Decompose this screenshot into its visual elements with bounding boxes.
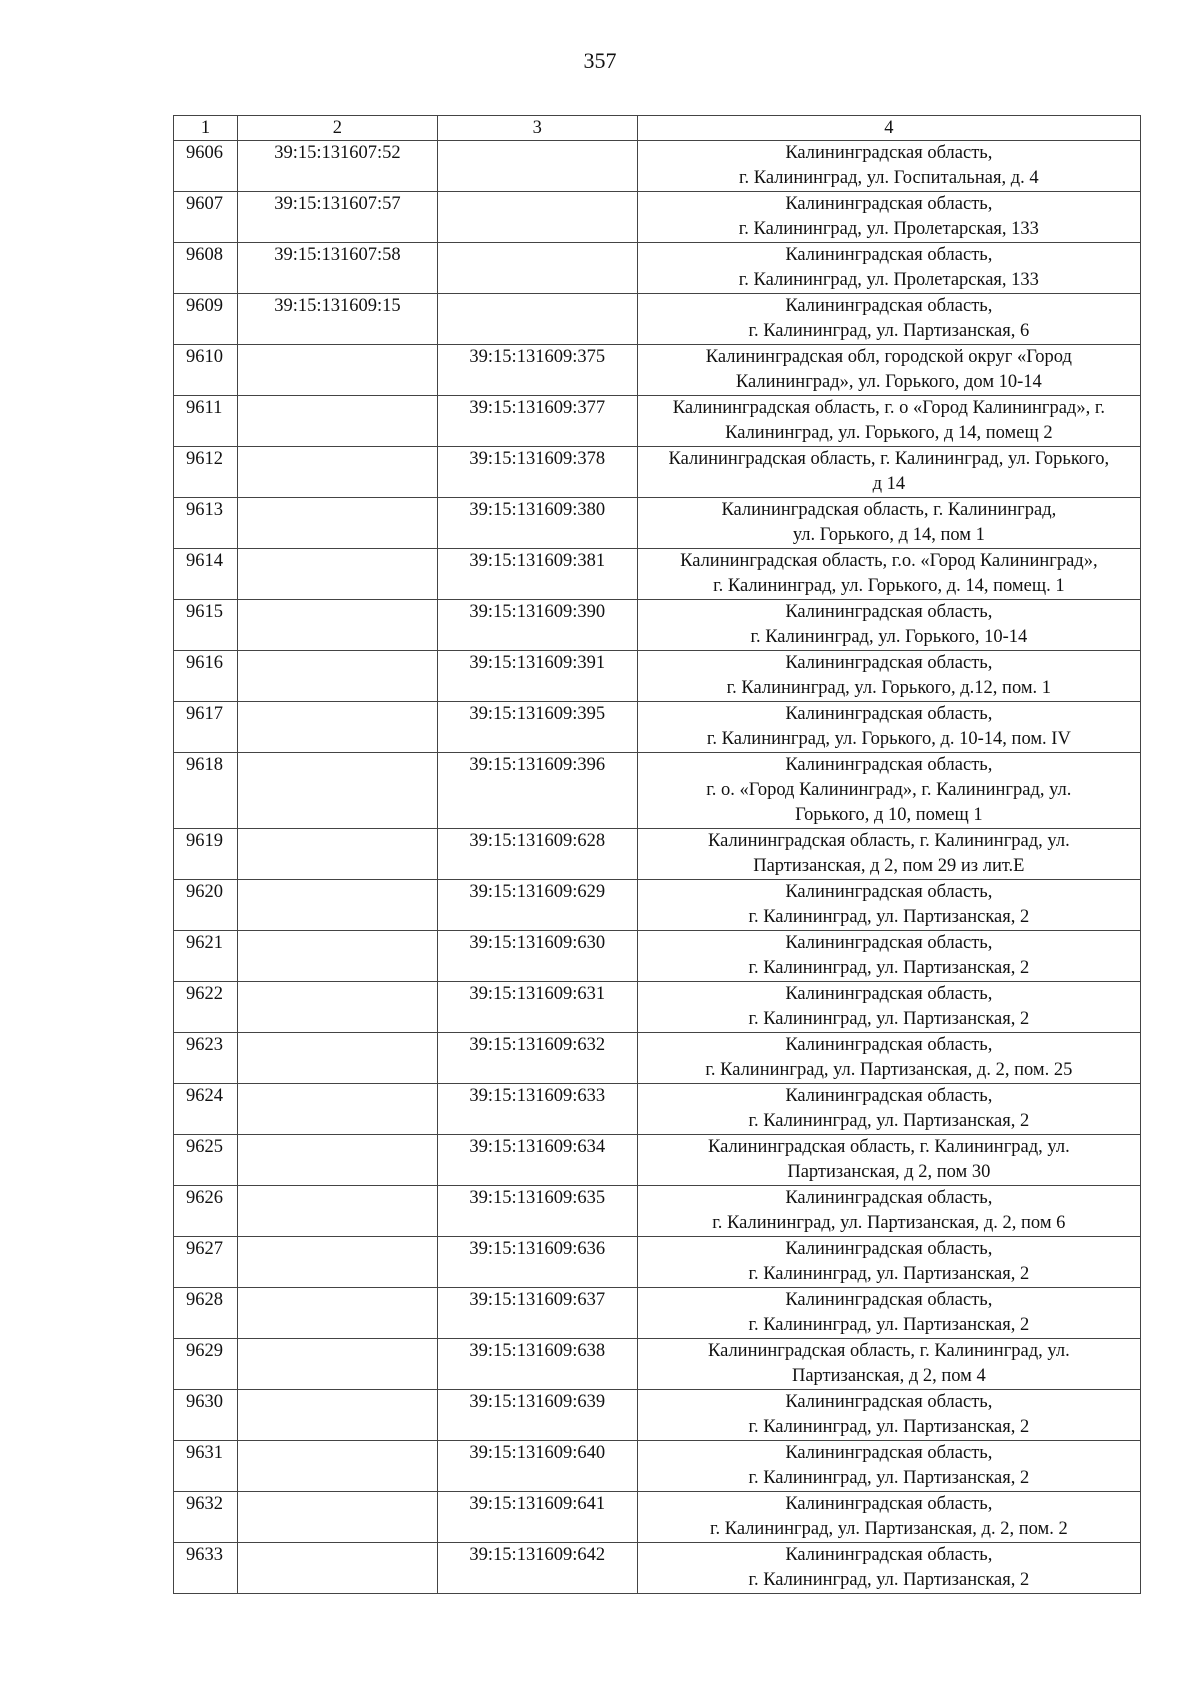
- table-row: [174, 1543, 1141, 1594]
- row-number: 9609: [174, 294, 238, 345]
- address-cell: [637, 447, 1140, 498]
- address-cell: [637, 1390, 1140, 1441]
- address-line: Калининградская область,: [785, 882, 993, 902]
- row-number: 9606: [174, 141, 238, 192]
- address-line: Калининградская область,: [785, 1035, 993, 1055]
- table-row: [174, 1390, 1141, 1441]
- address-line: Калининградская область,: [785, 704, 993, 724]
- address-cell: [637, 702, 1140, 753]
- address-cell: [637, 1492, 1140, 1543]
- table-row: [174, 1339, 1141, 1390]
- cadastral-number-col3: 39:15:131609:629: [437, 880, 637, 931]
- address-cell: [637, 982, 1140, 1033]
- cadastral-number-col2: [237, 600, 437, 651]
- address-line: Калининградская область,: [785, 1494, 993, 1514]
- table-row: [174, 651, 1141, 702]
- cadastral-number-col3: 39:15:131609:391: [437, 651, 637, 702]
- address-line: Калининградская область,: [785, 984, 993, 1004]
- row-number: 9628: [174, 1288, 238, 1339]
- table-row: [174, 1492, 1141, 1543]
- table-row: [174, 243, 1141, 294]
- table-row: [174, 702, 1141, 753]
- address-line: ул. Горького, д 14, пом 1: [792, 525, 985, 545]
- address-cell: [637, 1237, 1140, 1288]
- cadastral-number-col3: [437, 192, 637, 243]
- row-number: 9629: [174, 1339, 238, 1390]
- cadastral-number-col2: [237, 1237, 437, 1288]
- table-row: [174, 829, 1141, 880]
- cadastral-number-col2: 39:15:131607:52: [237, 141, 437, 192]
- address-line: Калининградская область, г. Калининград, ул.: [707, 1341, 1070, 1361]
- address-line: д 14: [872, 474, 906, 494]
- address-cell: [637, 192, 1140, 243]
- address-line: г. Калининград, ул. Пролетарская, 133: [738, 270, 1039, 290]
- cadastral-number-col3: 39:15:131609:642: [437, 1543, 637, 1594]
- address-line: г. Калининград, ул. Госпитальная, д. 4: [739, 168, 1039, 188]
- cadastral-number-col2: [237, 447, 437, 498]
- address-cell: [637, 1288, 1140, 1339]
- table-header-row: [174, 116, 1141, 141]
- row-number: 9619: [174, 829, 238, 880]
- cadastral-number-col3: 39:15:131609:640: [437, 1441, 637, 1492]
- address-line: Калининградская область,: [785, 296, 993, 316]
- address-cell: [637, 1543, 1140, 1594]
- address-line: г. Калининград, ул. Горького, д. 14, помещ. 1: [713, 576, 1065, 596]
- row-number: 9624: [174, 1084, 238, 1135]
- cadastral-number-col3: 39:15:131609:380: [437, 498, 637, 549]
- address-line: Калининградская область,: [785, 1086, 993, 1106]
- address-line: Калининградская область,: [785, 1290, 993, 1310]
- table-row: [174, 396, 1141, 447]
- cadastral-number-col3: [437, 294, 637, 345]
- address-cell: [637, 829, 1140, 880]
- row-number: 9612: [174, 447, 238, 498]
- cadastral-number-col2: [237, 1492, 437, 1543]
- cadastral-number-col3: 39:15:131609:395: [437, 702, 637, 753]
- row-number: 9615: [174, 600, 238, 651]
- address-cell: [637, 396, 1140, 447]
- address-line: Калининградская область,: [785, 653, 993, 673]
- address-line: Партизанская, д 2, пом 30: [787, 1162, 991, 1182]
- row-number: 9607: [174, 192, 238, 243]
- column-header: 3: [437, 116, 637, 141]
- cadastral-number-col3: 39:15:131609:381: [437, 549, 637, 600]
- address-cell: [637, 1441, 1140, 1492]
- address-line: Калининградская область,: [785, 1443, 993, 1463]
- address-line: г. Калининград, ул. Партизанская, 2: [748, 958, 1030, 978]
- row-number: 9633: [174, 1543, 238, 1594]
- cadastral-number-col3: 39:15:131609:637: [437, 1288, 637, 1339]
- table-row: [174, 880, 1141, 931]
- address-line: Калининградская обл, городской округ «Город: [705, 347, 1072, 367]
- address-line: г. Калининград, ул. Партизанская, 2: [748, 907, 1030, 927]
- address-cell: [637, 1084, 1140, 1135]
- address-line: г. Калининград, ул. Партизанская, д. 2, пом. 2: [709, 1519, 1068, 1539]
- address-line: Калининград, ул. Горького, д 14, помещ 2: [725, 423, 1053, 443]
- cadastral-number-col3: 39:15:131609:633: [437, 1084, 637, 1135]
- table-row: [174, 345, 1141, 396]
- row-number: 9621: [174, 931, 238, 982]
- cadastral-number-col3: [437, 141, 637, 192]
- address-line: Горького, д 10, помещ 1: [795, 805, 983, 825]
- address-line: г. Калининград, ул. Партизанская, д. 2, пом. 25: [705, 1060, 1073, 1080]
- cadastral-number-col3: 39:15:131609:635: [437, 1186, 637, 1237]
- address-line: Калининградская область,: [785, 143, 993, 163]
- table-body: [174, 141, 1141, 1594]
- row-number: 9626: [174, 1186, 238, 1237]
- cadastral-number-col2: [237, 1543, 437, 1594]
- column-header: 1: [174, 116, 238, 141]
- cadastral-number-col2: [237, 651, 437, 702]
- table-row: [174, 549, 1141, 600]
- table-row: [174, 447, 1141, 498]
- row-number: 9613: [174, 498, 238, 549]
- cadastral-number-col2: [237, 880, 437, 931]
- cadastral-number-col2: [237, 1288, 437, 1339]
- address-line: г. о. «Город Калининград», г. Калининград, ул.: [706, 780, 1072, 800]
- cadastral-number-col2: [237, 753, 437, 829]
- row-number: 9618: [174, 753, 238, 829]
- address-cell: [637, 1135, 1140, 1186]
- row-number: 9617: [174, 702, 238, 753]
- cadastral-number-col2: [237, 931, 437, 982]
- cadastral-number-col3: 39:15:131609:632: [437, 1033, 637, 1084]
- cadastral-number-col2: [237, 1186, 437, 1237]
- cadastral-number-col3: 39:15:131609:636: [437, 1237, 637, 1288]
- address-line: г. Калининград, ул. Партизанская, 2: [748, 1315, 1030, 1335]
- cadastral-number-col2: [237, 982, 437, 1033]
- cadastral-number-col2: [237, 1390, 437, 1441]
- address-line: Калининградская область, г.о. «Город Калининград»,: [680, 551, 1098, 571]
- address-line: г. Калининград, ул. Партизанская, 2: [748, 1417, 1030, 1437]
- cadastral-number-col2: 39:15:131607:58: [237, 243, 437, 294]
- address-cell: [637, 753, 1140, 829]
- address-line: г. Калининград, ул. Горького, д. 10-14, пом. IV: [706, 729, 1071, 749]
- cadastral-number-col3: 39:15:131609:390: [437, 600, 637, 651]
- cadastral-number-col3: 39:15:131609:634: [437, 1135, 637, 1186]
- cadastral-number-col3: 39:15:131609:378: [437, 447, 637, 498]
- cadastral-number-col2: [237, 498, 437, 549]
- cadastral-number-col2: [237, 829, 437, 880]
- table-row: [174, 1135, 1141, 1186]
- address-line: г. Калининград, ул. Партизанская, 2: [748, 1570, 1030, 1590]
- row-number: 9632: [174, 1492, 238, 1543]
- row-number: 9631: [174, 1441, 238, 1492]
- cadastral-number-col3: 39:15:131609:639: [437, 1390, 637, 1441]
- address-line: г. Калининград, ул. Пролетарская, 133: [738, 219, 1039, 239]
- address-line: г. Калининград, ул. Партизанская, 2: [748, 1468, 1030, 1488]
- column-header: 2: [237, 116, 437, 141]
- table-row: [174, 1084, 1141, 1135]
- address-line: г. Калининград, ул. Партизанская, 2: [748, 1264, 1030, 1284]
- address-cell: [637, 931, 1140, 982]
- row-number: 9627: [174, 1237, 238, 1288]
- address-line: Партизанская, д 2, пом 29 из лит.Е: [753, 856, 1025, 876]
- cadastral-number-col3: 39:15:131609:638: [437, 1339, 637, 1390]
- address-cell: [637, 243, 1140, 294]
- row-number: 9616: [174, 651, 238, 702]
- address-line: Калининградская область,: [785, 1392, 993, 1412]
- cadastral-number-col2: [237, 549, 437, 600]
- address-line: Партизанская, д 2, пом 4: [791, 1366, 986, 1386]
- cadastral-number-col2: [237, 396, 437, 447]
- row-number: 9625: [174, 1135, 238, 1186]
- address-cell: [637, 549, 1140, 600]
- table-row: [174, 931, 1141, 982]
- cadastral-number-col2: [237, 1135, 437, 1186]
- table-row: [174, 982, 1141, 1033]
- table-row: [174, 141, 1141, 192]
- table-row: [174, 600, 1141, 651]
- table-row: [174, 1033, 1141, 1084]
- address-line: Калининградская область,: [785, 602, 993, 622]
- cadastral-number-col2: [237, 1441, 437, 1492]
- address-line: Калининградская область, г. Калининград, ул.: [707, 1137, 1070, 1157]
- table-row: [174, 753, 1141, 829]
- address-line: г. Калининград, ул. Партизанская, 2: [748, 1111, 1030, 1131]
- table-row: [174, 498, 1141, 549]
- column-header: 4: [637, 116, 1140, 141]
- row-number: 9610: [174, 345, 238, 396]
- page-number: 357: [583, 48, 617, 73]
- row-number: 9611: [174, 396, 238, 447]
- cadastral-number-col2: 39:15:131609:15: [237, 294, 437, 345]
- address-line: г. Калининград, ул. Горького, д.12, пом. 1: [726, 678, 1052, 698]
- cadastral-number-col3: 39:15:131609:631: [437, 982, 637, 1033]
- address-line: Калининградская область, г. Калининград, ул. Горького,: [668, 449, 1110, 469]
- address-cell: [637, 498, 1140, 549]
- address-line: г. Калининград, ул. Партизанская, д. 2, пом 6: [712, 1213, 1066, 1233]
- table-row: [174, 1186, 1141, 1237]
- address-cell: [637, 1033, 1140, 1084]
- cadastral-number-col2: [237, 702, 437, 753]
- cadastral-number-col3: [437, 243, 637, 294]
- cadastral-number-col2: [237, 1339, 437, 1390]
- cadastral-number-col3: 39:15:131609:396: [437, 753, 637, 829]
- address-cell: [637, 880, 1140, 931]
- table-row: [174, 1237, 1141, 1288]
- cadastral-number-col3: 39:15:131609:375: [437, 345, 637, 396]
- table-row: [174, 1441, 1141, 1492]
- address-line: Калининградская область,: [785, 1188, 993, 1208]
- cadastral-number-col2: [237, 345, 437, 396]
- cadastral-number-col3: 39:15:131609:641: [437, 1492, 637, 1543]
- address-line: Калининградская область, г. Калининград, ул.: [707, 831, 1070, 851]
- address-cell: [637, 141, 1140, 192]
- address-cell: [637, 1339, 1140, 1390]
- row-number: 9614: [174, 549, 238, 600]
- cadastral-table: [173, 115, 1141, 1594]
- table-row: [174, 192, 1141, 243]
- cadastral-number-col2: [237, 1084, 437, 1135]
- address-cell: [637, 345, 1140, 396]
- address-cell: [637, 600, 1140, 651]
- row-number: 9623: [174, 1033, 238, 1084]
- address-line: г. Калининград, ул. Партизанская, 2: [748, 1009, 1030, 1029]
- address-line: Калининградская область,: [785, 194, 993, 214]
- address-line: Калининградская область, г. о «Город Калининград», г.: [672, 398, 1105, 418]
- address-line: Калининградская область,: [785, 1545, 993, 1565]
- cadastral-number-col3: 39:15:131609:630: [437, 931, 637, 982]
- table-row: [174, 294, 1141, 345]
- cadastral-number-col2: [237, 1033, 437, 1084]
- address-line: Калининградская область, г. Калининград,: [721, 500, 1057, 520]
- address-cell: [637, 1186, 1140, 1237]
- cadastral-number-col3: 39:15:131609:377: [437, 396, 637, 447]
- address-line: Калининград», ул. Горького, дом 10-14: [735, 372, 1042, 392]
- address-line: г. Калининград, ул. Горького, 10-14: [750, 627, 1028, 647]
- address-line: Калининградская область,: [785, 245, 993, 265]
- address-line: Калининградская область,: [785, 1239, 993, 1259]
- address-cell: [637, 294, 1140, 345]
- address-cell: [637, 651, 1140, 702]
- row-number: 9622: [174, 982, 238, 1033]
- row-number: 9608: [174, 243, 238, 294]
- row-number: 9620: [174, 880, 238, 931]
- address-line: Калининградская область,: [785, 755, 993, 775]
- cadastral-number-col2: 39:15:131607:57: [237, 192, 437, 243]
- cadastral-number-col3: 39:15:131609:628: [437, 829, 637, 880]
- row-number: 9630: [174, 1390, 238, 1441]
- address-line: г. Калининград, ул. Партизанская, 6: [748, 321, 1030, 341]
- table-row: [174, 1288, 1141, 1339]
- address-line: Калининградская область,: [785, 933, 993, 953]
